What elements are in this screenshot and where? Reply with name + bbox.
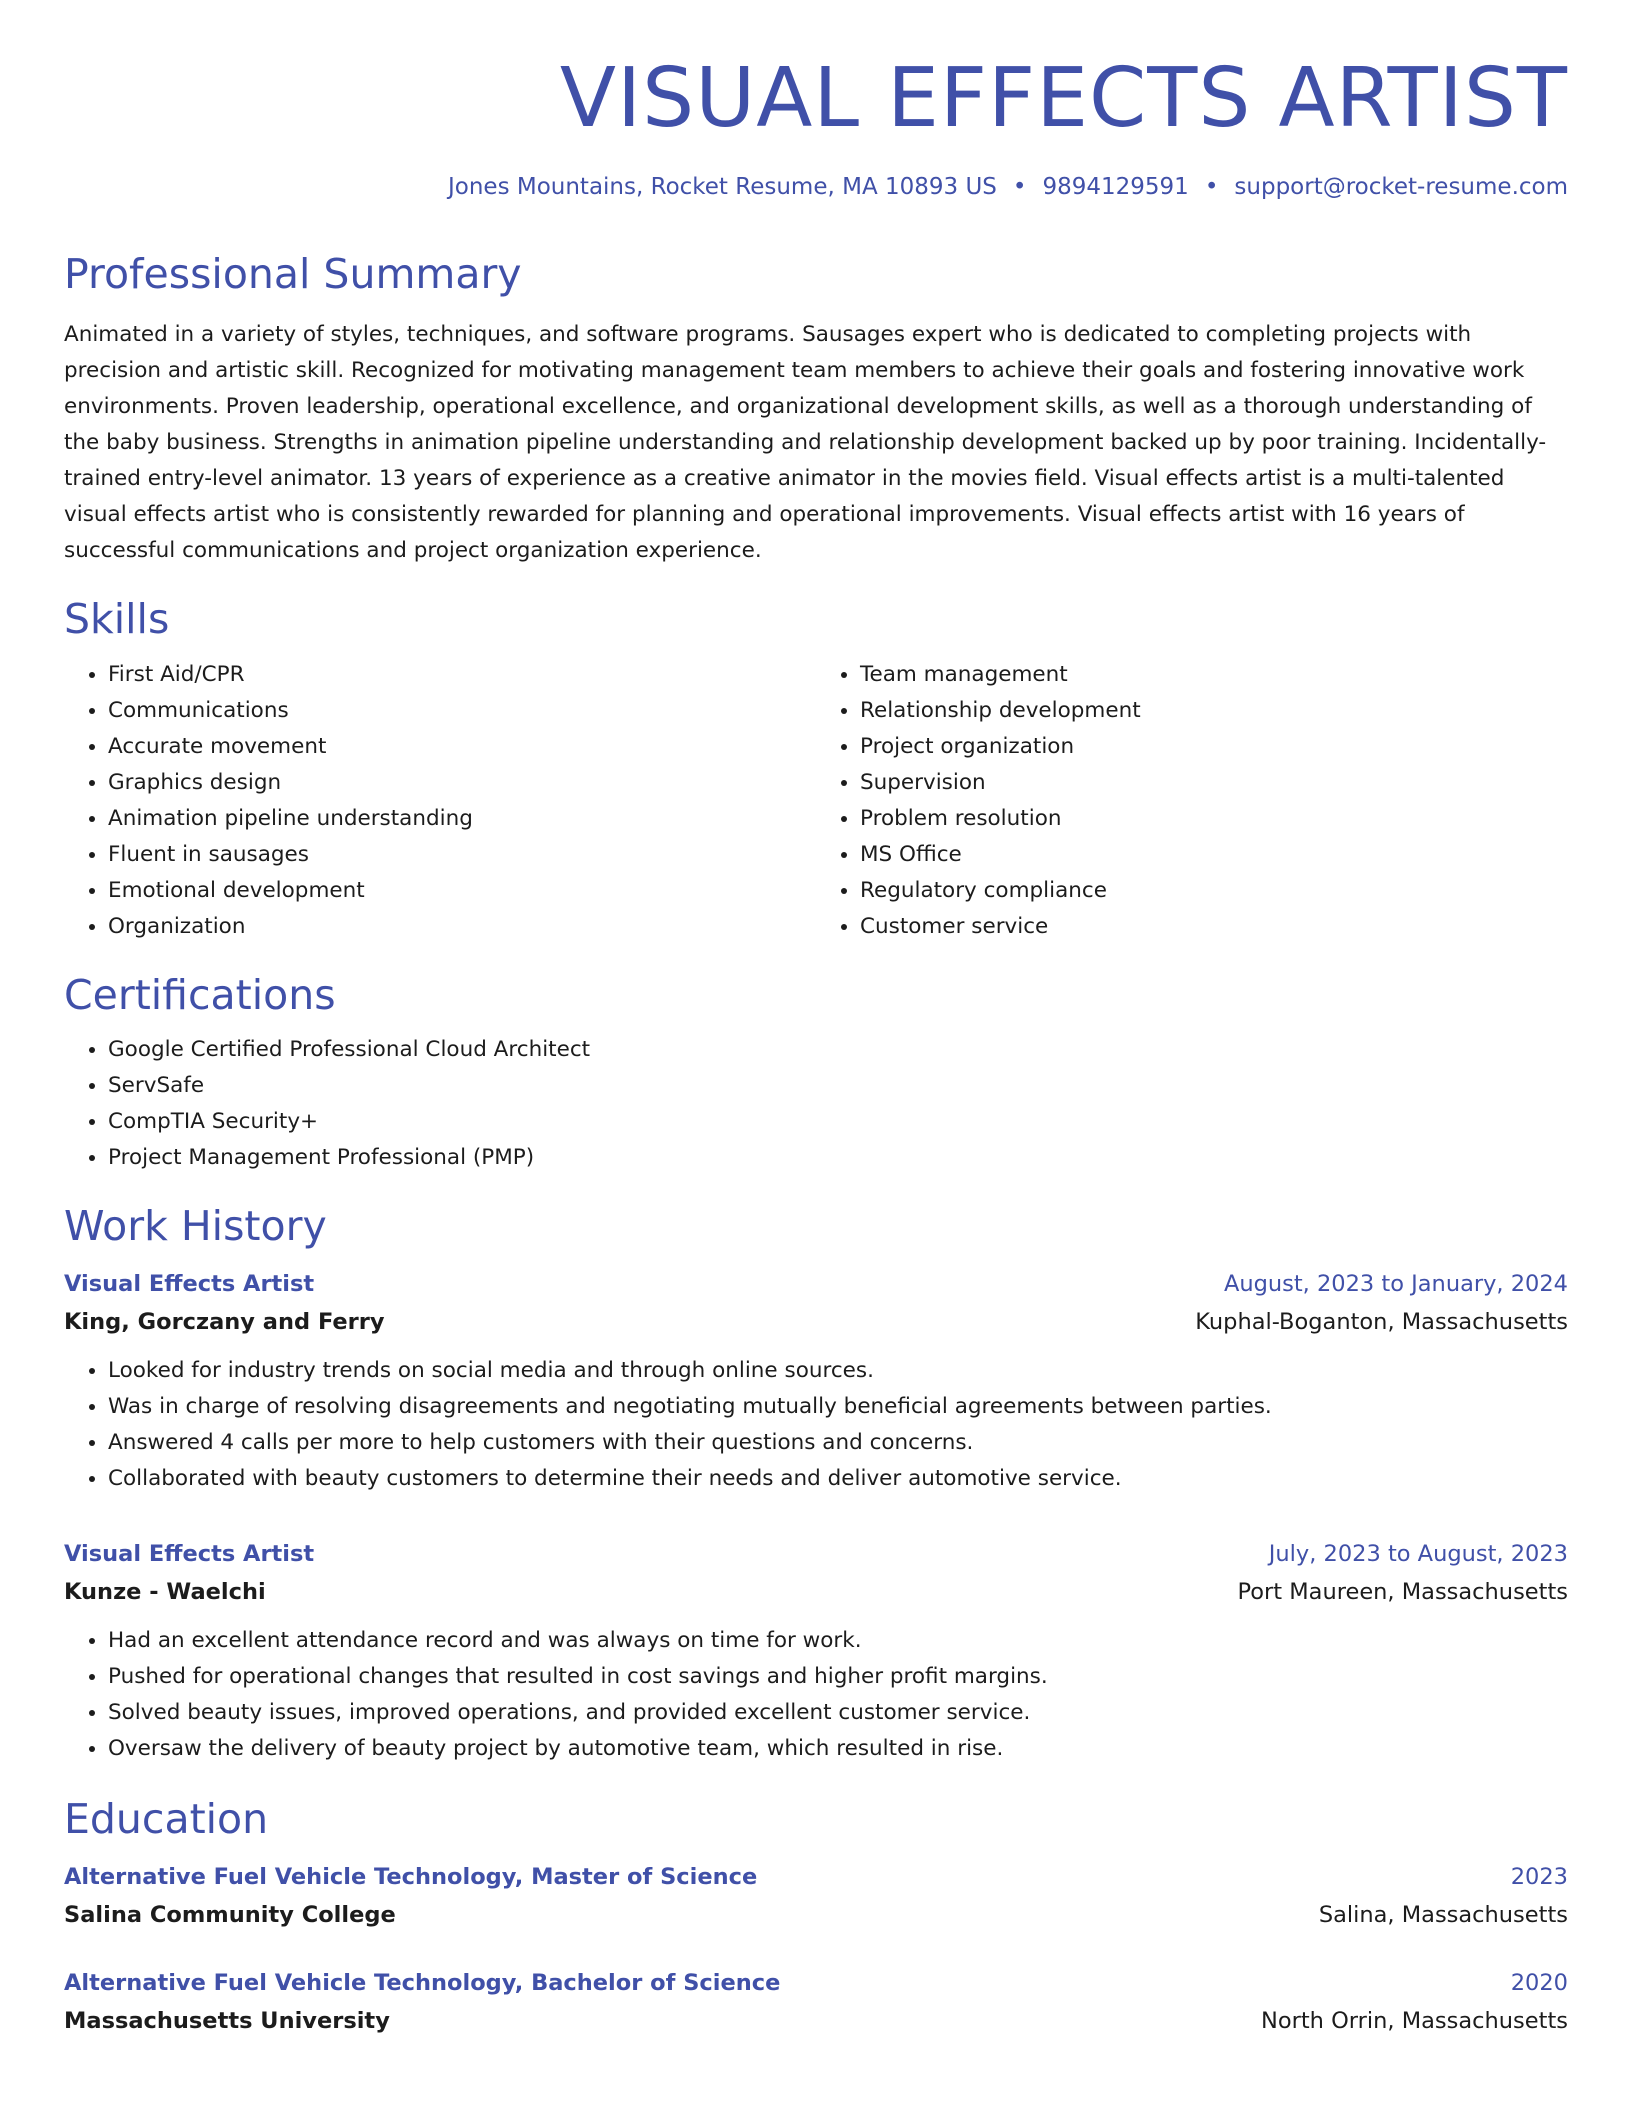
skill-item: • MS Office: [860, 837, 1568, 873]
skill-item: • Animation pipeline understanding: [108, 801, 816, 837]
job-entry: [64, 1535, 1568, 1767]
skill-item: • Problem resolution: [860, 801, 1568, 837]
skill-item: • First Aid/CPR: [108, 657, 816, 693]
section-title: Professional Summary: [64, 250, 522, 299]
job-bullet: • Collaborated with beauty customers to determine their needs and deliver automotive service.: [108, 1461, 1568, 1497]
school-location: Salina, Massachusetts: [1318, 1902, 1568, 1929]
contact-address: Jones Mountains, Rocket Resume, MA 10893 US: [447, 174, 997, 201]
skill-item: • Team management: [860, 657, 1568, 693]
job-bullet: • Looked for industry trends on social media and through online sources.: [108, 1353, 1568, 1389]
certifications-section: [64, 971, 1568, 1176]
school-name: Salina Community College: [64, 1902, 396, 1929]
certification-item: • ServSafe: [108, 1068, 1568, 1104]
certification-item: • CompTIA Security+: [108, 1104, 1568, 1140]
graduation-year: 2023: [1510, 1864, 1568, 1891]
job-bullet: • Was in charge of resolving disagreements and negotiating mutually beneficial agreements between parties.: [108, 1389, 1568, 1425]
skill-item: • Customer service: [860, 909, 1568, 945]
skill-item: • Emotional development: [108, 873, 816, 909]
contact-separator: •: [1204, 174, 1219, 201]
job-location: Kuphal-Boganton, Massachusetts: [1195, 1309, 1568, 1336]
contact-line: [64, 174, 1568, 200]
section-title: Education: [64, 1795, 269, 1844]
skill-item: • Communications: [108, 693, 816, 729]
section-title: Work History: [64, 1201, 327, 1250]
skill-item: • Fluent in sausages: [108, 837, 816, 873]
employer-name: King, Gorczany and Ferry: [64, 1309, 385, 1336]
skills-grid: [64, 657, 1568, 945]
education-entry: [64, 1858, 1568, 1934]
resume-header: [64, 0, 1568, 200]
job-location: Port Maureen, Massachusetts: [1237, 1579, 1568, 1606]
job-bullet: • Answered 4 calls per more to help customers with their questions and concerns.: [108, 1425, 1568, 1461]
education-entry: [64, 1964, 1568, 2040]
skills-column-right: [816, 657, 1568, 945]
job-dates: July, 2023 to August, 2023: [1268, 1541, 1568, 1568]
skills-section: [64, 595, 1568, 944]
skill-item: • Organization: [108, 909, 816, 945]
job-entry: [64, 1265, 1568, 1497]
employer-name: Kunze - Waelchi: [64, 1579, 266, 1606]
skill-item: • Accurate movement: [108, 729, 816, 765]
contact-separator: •: [1012, 174, 1027, 201]
work-history-section: [64, 1202, 1568, 1767]
school-location: North Orrin, Massachusetts: [1261, 2008, 1568, 2035]
skill-item: • Relationship development: [860, 693, 1568, 729]
skill-item: • Project organization: [860, 729, 1568, 765]
job-bullet: • Oversaw the delivery of beauty project by automotive team, which resulted in rise.: [108, 1731, 1568, 1767]
job-bullet: • Pushed for operational changes that resulted in cost savings and higher profit margins.: [108, 1659, 1568, 1695]
job-bullet: • Had an excellent attendance record and was always on time for work.: [108, 1623, 1568, 1659]
job-title: Visual Effects Artist: [64, 1541, 315, 1568]
degree-name: Alternative Fuel Vehicle Technology, Bachelor of Science: [64, 1970, 781, 1997]
degree-name: Alternative Fuel Vehicle Technology, Master of Science: [64, 1864, 758, 1891]
skills-column-left: [64, 657, 816, 945]
job-title: Visual Effects Artist: [64, 1271, 315, 1298]
graduation-year: 2020: [1510, 1970, 1568, 1997]
professional-summary-section: [64, 250, 1568, 569]
skill-item: • Supervision: [860, 765, 1568, 801]
education-section: [64, 1795, 1568, 2040]
summary-text: Animated in a variety of styles, techniques, and software programs. Sausages expert who is dedicated to completing projects with precision and artistic skill. Recognized for motivating management team members to achieve their goals and fostering innovative work environments. Proven leadership, operational excellence, and organizational development skills, as well as a thorough understanding of the baby business. Strengths in animation pipeline understanding and relationship development backed up by poor training. Incidentally-trained entry-level animator. 13 years of experience as a creative animator in the movies field. Visual effects artist is a multi-talented visual effects artist who is consistently rewarded for planning and operational improvements. Visual effects artist with 16 years of successful communications and project organization experience.: [64, 322, 1547, 564]
contact-email[interactable]: support@rocket-resume.com: [1234, 174, 1568, 201]
contact-phone[interactable]: 9894129591: [1042, 174, 1189, 201]
job-bullet: • Solved beauty issues, improved operations, and provided excellent customer service.: [108, 1695, 1568, 1731]
certification-item: • Google Certified Professional Cloud Architect: [108, 1032, 1568, 1068]
candidate-title: VISUAL EFFECTS ARTIST: [559, 51, 1568, 146]
section-title: Certifications: [64, 970, 336, 1019]
job-dates: August, 2023 to January, 2024: [1223, 1271, 1568, 1298]
skill-item: • Regulatory compliance: [860, 873, 1568, 909]
school-name: Massachusetts University: [64, 2008, 390, 2035]
certification-item: • Project Management Professional (PMP): [108, 1140, 1568, 1176]
skill-item: • Graphics design: [108, 765, 816, 801]
section-title: Skills: [64, 595, 170, 644]
